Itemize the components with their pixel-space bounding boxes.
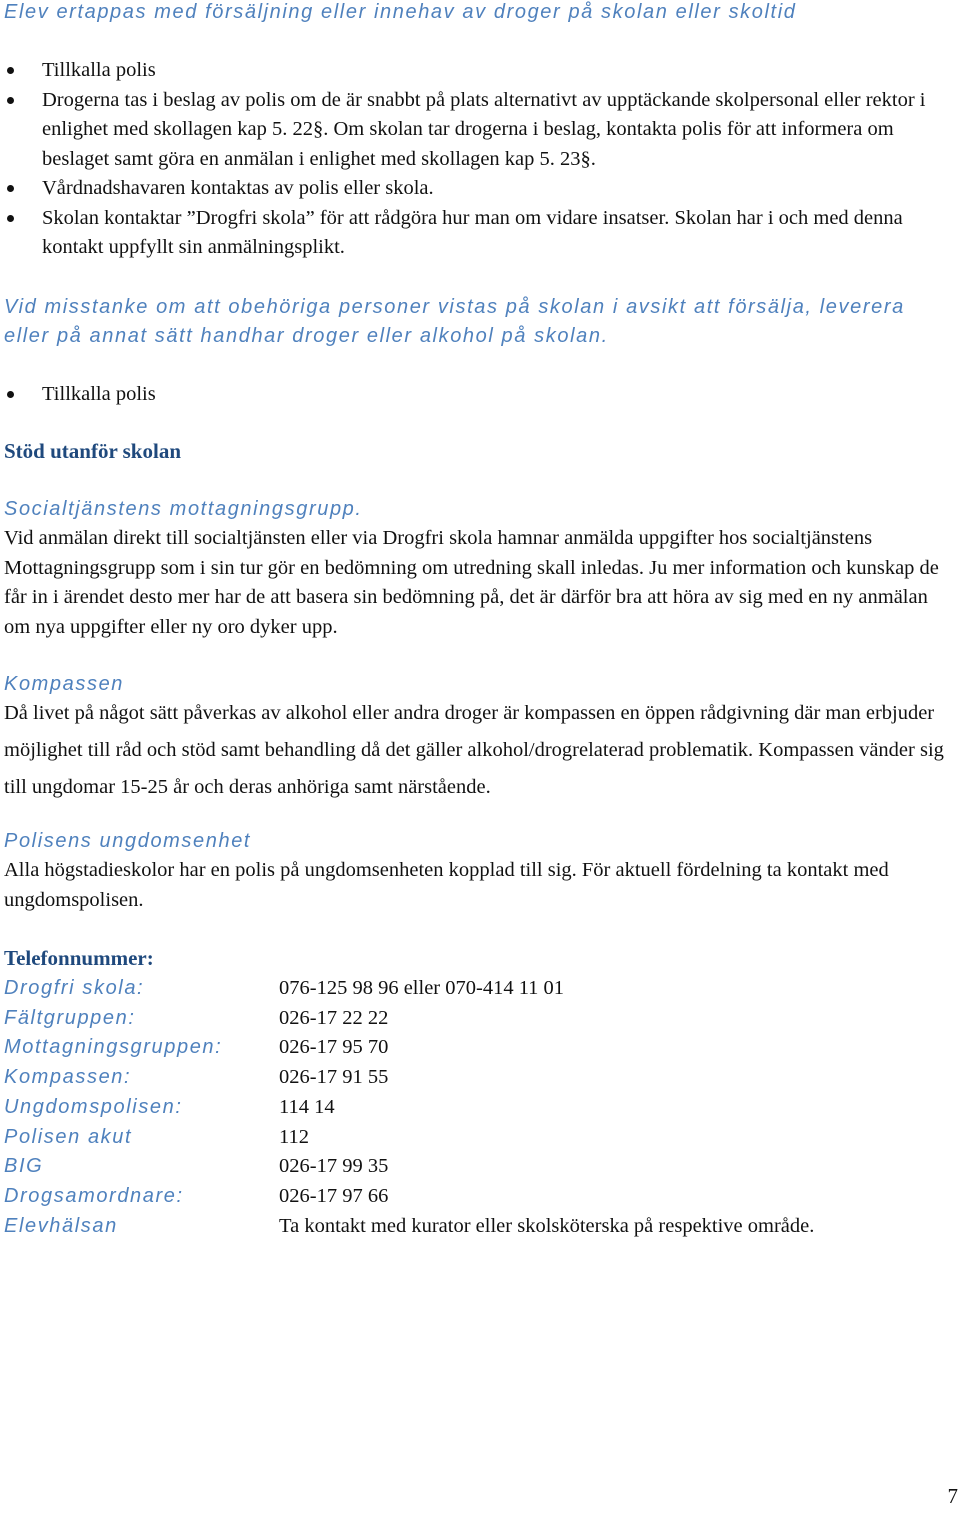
phone-value: 026-17 22 22 — [279, 1006, 389, 1029]
list-item: Vårdnadshavaren kontaktas av polis eller skola. — [4, 174, 956, 204]
kompassen-heading: Kompassen — [4, 673, 125, 695]
bullet-list — [4, 56, 956, 263]
list-item: Tillkalla polis — [4, 380, 956, 410]
kompassen-block — [4, 695, 956, 806]
list-item: Drogerna tas i beslag av polis om de är snabbt på plats alternativt av upptäckande skolpersonal eller rektor i enlighet med skollagen kap 5. 22§. Om skolan tar drogerna i beslag, kontakta polis för att informera om beslaget samt göra en anmälan i enlighet med skollagen kap 5. 23§. — [4, 86, 956, 175]
list-item: Tillkalla polis — [4, 56, 956, 86]
page-number: 7 — [947, 1484, 958, 1508]
bullet-icon — [7, 97, 14, 104]
section-heading: Vid misstanke om att obehöriga personer vistas på skolan i avsikt att försälja, leverera eller på annat sätt handhar droger eller alkohol på skolan. — [4, 295, 905, 347]
phone-value: 026-17 95 70 — [279, 1036, 389, 1059]
phone-row — [4, 1033, 956, 1063]
phone-value: 026-17 91 55 — [279, 1066, 389, 1089]
phone-label: Drogfri skola: — [4, 977, 145, 999]
phone-row — [4, 1182, 956, 1212]
phone-label: Elevhälsan — [4, 1214, 118, 1237]
phone-row — [4, 1063, 956, 1093]
phone-label: Mottagningsgruppen: — [4, 1036, 223, 1059]
phone-row — [4, 974, 956, 1004]
list-item: Skolan kontaktar ”Drogfri skola” för att rådgöra hur man om vidare insatser. Skolan har i och med denna kontakt uppfyllt sin anmälningsplikt. — [4, 204, 956, 263]
bullet-icon — [7, 215, 14, 222]
phone-value: Ta kontakt med kurator eller skolsköterska på respektive område. — [279, 1214, 815, 1237]
phones-heading: Telefonnummer: — [4, 946, 154, 970]
phone-value: 112 — [279, 1125, 309, 1148]
phone-value: 026-17 97 66 — [279, 1184, 389, 1207]
phone-label: Kompassen: — [4, 1066, 132, 1089]
bullet-icon — [7, 67, 14, 74]
phone-label: Fältgruppen: — [4, 1006, 136, 1029]
phone-label: BIG — [4, 1155, 44, 1178]
bullet-icon — [7, 185, 14, 192]
social-heading: Socialtjänstens mottagningsgrupp. — [4, 498, 363, 520]
document-page — [4, 0, 956, 1241]
support-heading: Stöd utanför skolan — [4, 439, 182, 463]
phone-value: 026-17 99 35 — [279, 1155, 389, 1178]
phone-label: Polisen akut — [4, 1125, 133, 1148]
social-paragraph: Vid anmälan direkt till socialtjänsten eller via Drogfri skola hamnar anmälda uppgifter hos socialtjänstens Mottagningsgrupp som i sin tur gör en bedömning om utredning skall inledas. Ju mer information och kunskap de får in i ärendet desto mer har de att basera sin bedömning på, det är därför bra att höra av sig med en ny anmälan om nya uppgifter eller ny oro dyker upp. — [4, 527, 939, 638]
phone-list — [4, 974, 956, 1241]
polisen-paragraph: Alla högstadieskolor har en polis på ungdomsenheten kopplad till sig. För aktuell fördelning ta kontakt med ungdomspolisen. — [4, 859, 889, 911]
phone-row — [4, 1152, 956, 1182]
phone-value: 076-125 98 96 eller 070-414 11 01 — [279, 977, 565, 999]
phone-row — [4, 1212, 956, 1242]
kompassen-paragraph: Då livet på något sätt påverkas av alkohol eller andra droger är kompassen en öppen rådgivning där man erbjuder möjlighet till råd och stöd samt behandling då det gäller alkohol/drogrelaterad problematik. Kompassen vänder sig till ungdomar 15-25 år och deras anhöriga samt närstående. — [4, 702, 944, 798]
phone-label: Drogsamordnare: — [4, 1184, 184, 1207]
section-heading: Elev ertappas med försäljning eller innehav av droger på skolan eller skoltid — [4, 1, 797, 23]
polisen-heading: Polisens ungdomsenhet — [4, 830, 252, 852]
phone-row — [4, 1004, 956, 1034]
phone-label: Ungdomspolisen: — [4, 1095, 183, 1118]
bullet-icon — [7, 391, 14, 398]
bullet-list — [4, 380, 956, 410]
phone-value: 114 14 — [279, 1095, 335, 1118]
phone-row — [4, 1093, 956, 1123]
phone-row — [4, 1123, 956, 1153]
